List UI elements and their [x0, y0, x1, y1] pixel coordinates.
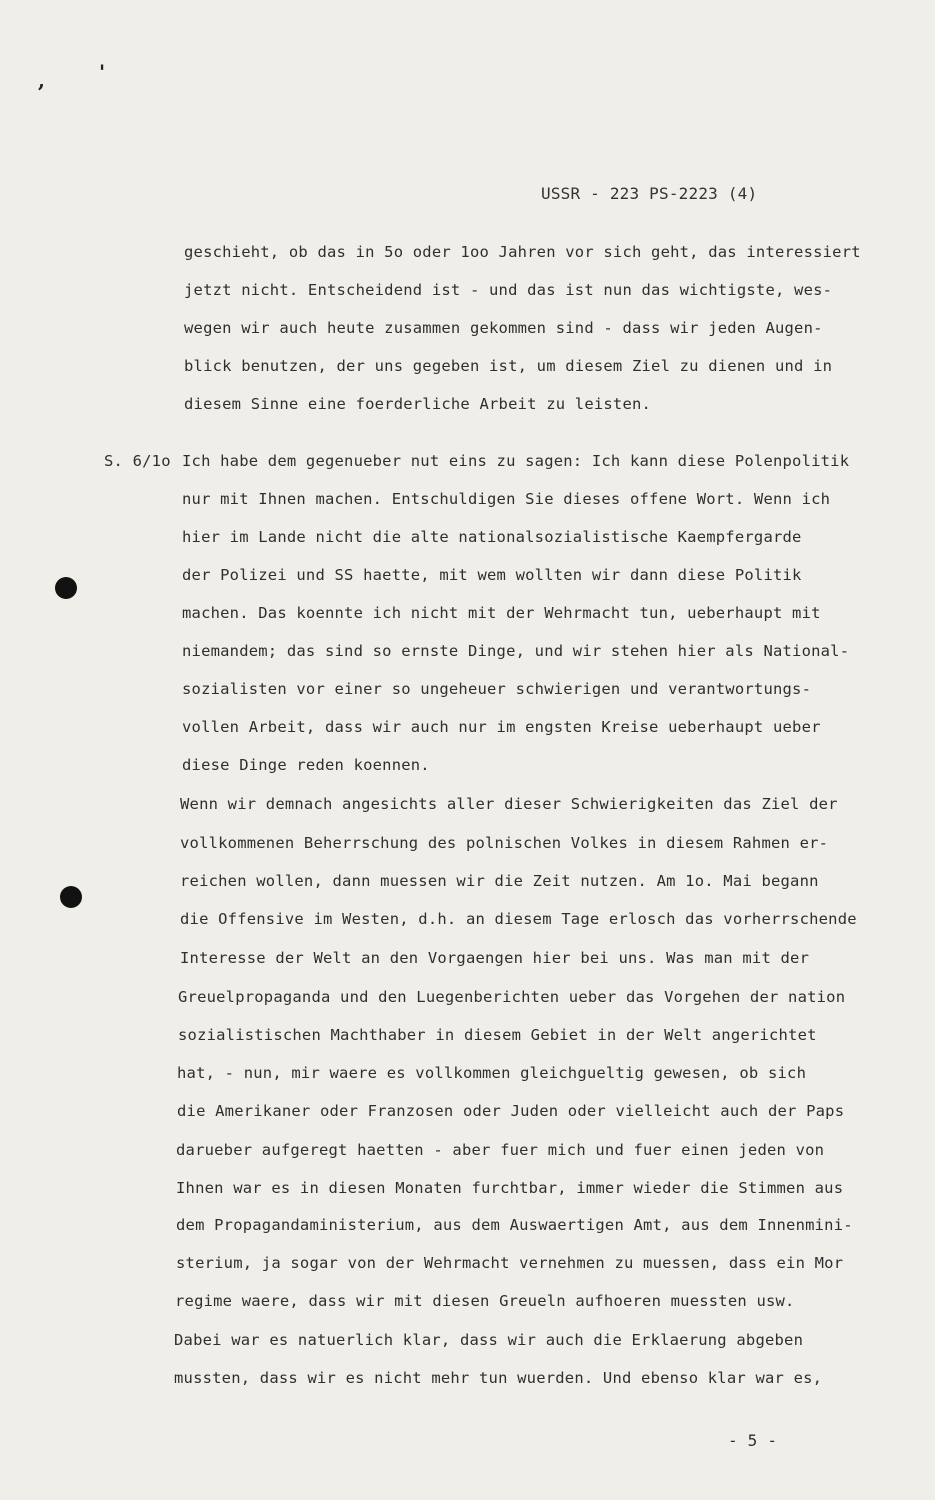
text-line: vollen Arbeit, dass wir auch nur im engsten Kreise ueberhaupt ueber: [182, 718, 821, 736]
text-line: Wenn wir demnach angesichts aller dieser Schwierigkeiten das Ziel der: [180, 795, 838, 813]
text-line: machen. Das koennte ich nicht mit der Wehrmacht tun, ueberhaupt mit: [182, 604, 821, 622]
text-line: dem Propagandaministerium, aus dem Auswaertigen Amt, aus dem Innenmini-: [176, 1216, 853, 1234]
text-line: Dabei war es natuerlich klar, dass wir auch die Erklaerung abgeben: [174, 1331, 804, 1349]
text-line: der Polizei und SS haette, mit wem wollten wir dann diese Politik: [182, 566, 802, 584]
page-number: - 5 -: [728, 1431, 778, 1450]
text-line: diese Dinge reden koennen.: [182, 756, 430, 774]
stray-mark: ': [99, 60, 106, 84]
text-line: jetzt nicht. Entscheidend ist - und das ist nun das wichtigste, wes-: [184, 281, 833, 299]
text-line: wegen wir auch heute zusammen gekommen sind - dass wir jeden Augen-: [184, 319, 823, 337]
text-line: die Amerikaner oder Franzosen oder Juden oder vielleicht auch der Paps: [177, 1102, 845, 1120]
text-line: Interesse der Welt an den Vorgaengen hier bei uns. Was man mit der: [180, 949, 810, 967]
text-line: niemandem; das sind so ernste Dinge, und wir stehen hier als National-: [182, 642, 850, 660]
punch-hole: [60, 886, 82, 908]
text-line: die Offensive im Westen, d.h. an diesem Tage erlosch das vorherrschende: [180, 910, 857, 928]
text-line: sozialisten vor einer so ungeheuer schwierigen und verantwortungs-: [182, 680, 812, 698]
punch-hole: [55, 577, 77, 599]
text-line: sterium, ja sogar von der Wehrmacht vernehmen zu muessen, dass ein Mor: [176, 1254, 844, 1272]
text-line: Ihnen war es in diesen Monaten furchtbar, immer wieder die Stimmen aus: [176, 1179, 844, 1197]
text-line: regime waere, dass wir mit diesen Greueln aufhoeren muessten usw.: [175, 1292, 795, 1310]
margin-reference: S. 6/1o: [104, 452, 171, 470]
text-line: diesem Sinne eine foerderliche Arbeit zu leisten.: [184, 395, 652, 413]
text-line: geschieht, ob das in 5o oder 1oo Jahren vor sich geht, das interessiert: [184, 243, 861, 261]
text-line: Greuelpropaganda und den Luegenberichten ueber das Vorgehen der nation: [178, 988, 846, 1006]
text-line: Ich habe dem gegenueber nut eins zu sagen: Ich kann diese Polenpolitik: [182, 452, 850, 470]
document-reference: USSR - 223 PS-2223 (4): [541, 184, 758, 203]
stray-mark: ,: [38, 68, 46, 92]
text-line: nur mit Ihnen machen. Entschuldigen Sie dieses offene Wort. Wenn ich: [182, 490, 831, 508]
text-line: darueber aufgeregt haetten - aber fuer mich und fuer einen jeden von: [176, 1141, 825, 1159]
text-line: hat, - nun, mir waere es vollkommen gleichgueltig gewesen, ob sich: [177, 1064, 807, 1082]
text-line: vollkommenen Beherrschung des polnischen Volkes in diesem Rahmen er-: [180, 834, 829, 852]
text-line: mussten, dass wir es nicht mehr tun wuerden. Und ebenso klar war es,: [174, 1369, 823, 1387]
text-line: blick benutzen, der uns gegeben ist, um diesem Ziel zu dienen und in: [184, 357, 833, 375]
text-line: reichen wollen, dann muessen wir die Zeit nutzen. Am 1o. Mai begann: [180, 872, 819, 890]
text-line: hier im Lande nicht die alte nationalsozialistische Kaempfergarde: [182, 528, 802, 546]
text-line: sozialistischen Machthaber in diesem Gebiet in der Welt angerichtet: [178, 1026, 817, 1044]
